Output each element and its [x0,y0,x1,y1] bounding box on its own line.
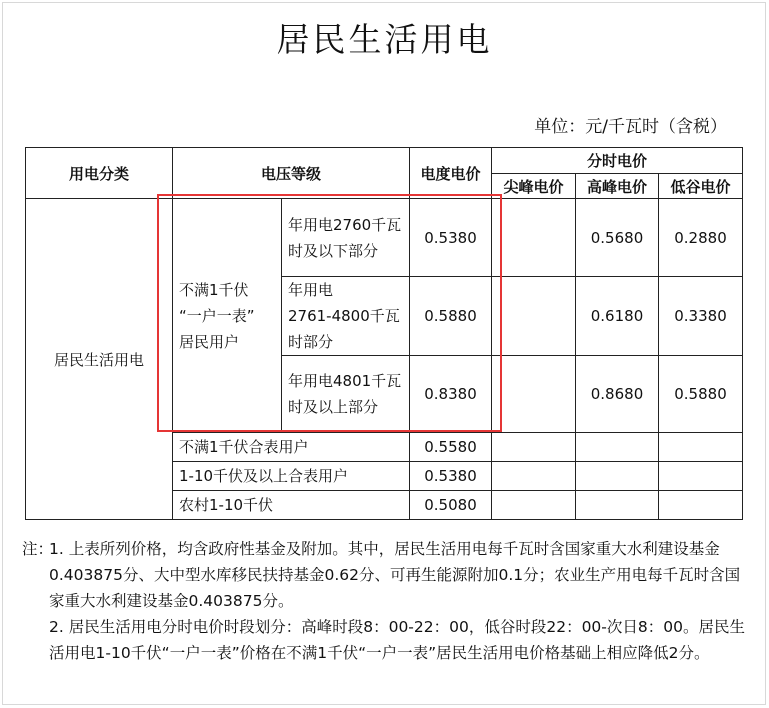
header-peak: 高峰电价 [576,174,659,199]
tier-label-cell: 年用电2760千瓦 时及以下部分 [282,199,410,277]
table-row [26,199,743,277]
valley-cell: 0.2880 [659,199,743,277]
price-cell: 0.5380 [410,199,492,277]
peak-cell: 0.5680 [576,199,659,277]
peak-sharp-cell [492,356,576,433]
notes-section [22,536,750,666]
header-tou: 分时电价 [492,148,743,174]
empty-cell [492,491,576,520]
header-peak-sharp: 尖峰电价 [492,174,576,199]
empty-cell [576,462,659,491]
valley-cell: 0.5880 [659,356,743,433]
note-1: 1. 上表所列价格，均含政府性基金及附加。其中，居民生活用电每千瓦时含国家重大水利建设基金0.403875分、大中型水库移民扶持基金0.62分、可再生能源附加0.1分；农业生产用电每千瓦时含国家重大水利建设基金0.403875分。 [49,540,741,610]
tier-label-cell: 年用电 2761-4800千瓦 时部分 [282,277,410,356]
empty-cell [659,491,743,520]
category-cell: 居民生活用电 [26,199,173,520]
valley-cell: 0.3380 [659,277,743,356]
page-title: 居民生活用电 [276,20,493,59]
empty-cell [492,462,576,491]
notes-prefix: 注： [22,540,54,558]
peak-cell: 0.6180 [576,277,659,356]
note-2: 2. 居民生活用电分时电价时段划分：高峰时段8：00-22：00，低谷时段22：00-次日8：00。居民生活用电1-10千伏“一户一表”价格在不满1千伏“一户一表”居民生活用电价格基础上相应降低2分。 [49,618,745,662]
price-cell: 0.5380 [410,462,492,491]
price-cell: 0.5880 [410,277,492,356]
user-type-cell: 不满1千伏合表用户 [173,433,410,462]
user-type-cell: 农村1-10千伏 [173,491,410,520]
group-label-cell: 不满1千伏 “一户一表” 居民用户 [173,199,282,433]
empty-cell [576,491,659,520]
tariff-table [25,147,743,520]
unit-label: 单位：元/千瓦时（含税） [534,117,727,137]
peak-sharp-cell [492,277,576,356]
tier-label-cell: 年用电4801千瓦 时及以上部分 [282,356,410,433]
empty-cell [659,433,743,462]
price-cell: 0.8380 [410,356,492,433]
user-type-cell: 1-10千伏及以上合表用户 [173,462,410,491]
empty-cell [659,462,743,491]
header-category: 用电分类 [26,148,173,199]
header-valley: 低谷电价 [659,174,743,199]
empty-cell [576,433,659,462]
peak-sharp-cell [492,199,576,277]
header-voltage: 电压等级 [173,148,410,199]
price-cell: 0.5080 [410,491,492,520]
header-price: 电度电价 [410,148,492,199]
peak-cell: 0.8680 [576,356,659,433]
empty-cell [492,433,576,462]
price-cell: 0.5580 [410,433,492,462]
